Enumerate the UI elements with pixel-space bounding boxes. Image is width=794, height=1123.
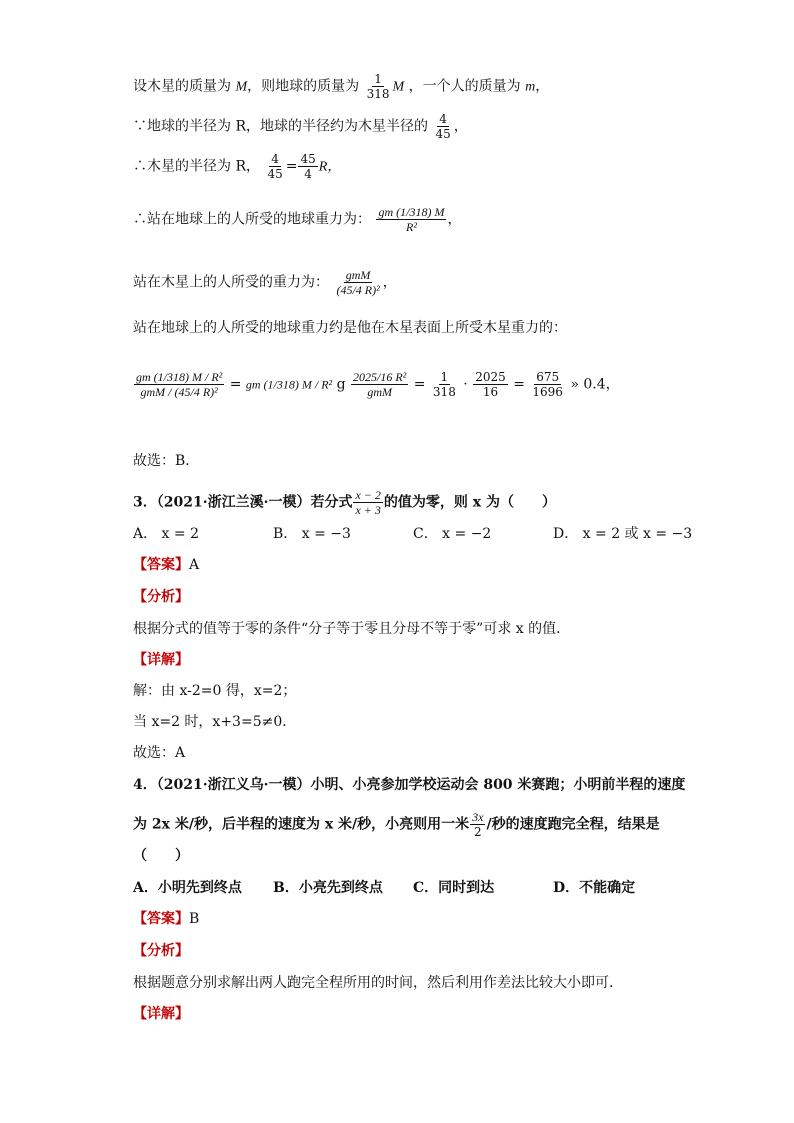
text-line: 站在地球上的人所受的地球重力约是他在木星表面上所受木星重力的： — [133, 320, 567, 336]
fraction: $\frac{45}{4}$ — [300, 152, 316, 181]
question-3-options — [133, 524, 693, 544]
option-b: B． x = −3 — [273, 526, 351, 542]
fraction: $\frac{675}{1696}$ — [532, 370, 563, 399]
analysis-text: 根据题意分别求解出两人跑完全程所用的时间，然后利用作差法比较大小即可． — [133, 975, 623, 991]
detail-line: 故选：A — [133, 745, 186, 761]
fraction: $\frac{x - 2}{x + 3}$ — [355, 488, 381, 517]
option-d: D． x = 2 或 x = −3 — [553, 526, 693, 542]
answer: 【答案】A — [133, 557, 200, 573]
option-a: A． x = 2 — [133, 526, 199, 542]
analysis-tag: 【分析】 — [133, 943, 189, 959]
fraction: $\frac{4}{45}$ — [267, 152, 283, 181]
question-4-title-2: 为 2x 米/秒，后半程的速度为 x 米/秒，小亮则用一米 $\frac{3x}{2}$ /秒的速度跑完全程，结果是 — [133, 810, 660, 839]
text-line: 设木星的质量为 M，则地球的质量为 $\frac{1}{318}$ M ，一个人的质量为 m， — [133, 72, 550, 101]
question-3-title: 3．（2021·浙江兰溪·一模）若分式 $\frac{x - 2}{x + 3}$ 的值为零，则 x 为（ ） — [133, 488, 557, 517]
option-c: C． x = −2 — [413, 526, 492, 542]
option-c: C．同时到达 — [413, 880, 495, 896]
option-b: B．小亮先到终点 — [273, 880, 383, 896]
fraction: $\frac{1}{318}$ — [366, 72, 390, 101]
fraction: $\frac{4}{45}$ — [435, 112, 451, 141]
text-line: 站在木星上的人所受的重力为： $\frac{\text{gmM}}{\text{(45/4 R)²}}$ ， — [133, 268, 397, 297]
text-line: ∴站在地球上的人所受的地球重力为： $\frac{gm (1/318) M}{\text{R²}}$ ， — [133, 205, 462, 234]
detail-line: 解：由 x-2=0 得，x=2； — [133, 683, 297, 699]
question-4-title: 4．（2021·浙江义乌·一模）小明、小亮参加学校运动会 800 米赛跑；小明前半程的速度 — [133, 777, 686, 793]
text-line: 故选：B． — [133, 453, 200, 469]
fraction: $\frac{2025}{16}$ — [475, 370, 506, 399]
detail-tag: 【详解】 — [133, 1006, 189, 1022]
question-4-options — [133, 878, 693, 898]
fraction: $\frac{1}{318}$ — [432, 370, 456, 399]
fraction: $\frac{gm (1/318) M}{\text{R²}}$ — [378, 205, 445, 234]
text-line: ∵地球的半径为 R，地球的半径约为木星半径的 $\frac{4}{45}$ ， — [133, 112, 468, 141]
detail-tag: 【详解】 — [133, 652, 189, 668]
option-d: D．不能确定 — [553, 880, 636, 896]
equation: $\frac{\text{gm (1/318) M / R²}}{\text{gmM / (45/4 R)²}}$ = gm (1/318) M / R² g $\frac{\text{2025/16 R²}}{\text{gmM}}$ = $\frac{1}{318}$ · $\frac{2025}{16}$ = $\frac{675}{1696}$ » 0.4， — [136, 370, 620, 399]
analysis-text: 根据分式的值等于零的条件“分子等于零且分母不等于零”可求 x 的值． — [133, 621, 571, 637]
fraction: $\frac{\text{gm (1/318) M / R²}}{\text{gmM / (45/4 R)²}}$ — [136, 370, 223, 399]
answer: 【答案】B — [133, 911, 200, 927]
fraction: $\frac{3x}{2}$ — [472, 810, 484, 839]
question-4-blank: （ ） — [133, 848, 189, 864]
fraction: $\frac{\text{gmM}}{\text{(45/4 R)²}}$ — [336, 268, 380, 297]
option-a: A．小明先到终点 — [133, 880, 242, 896]
detail-line: 当 x=2 时，x+3=5≠0． — [133, 714, 297, 730]
fraction: $\frac{\text{2025/16 R²}}{\text{gmM}}$ — [353, 370, 407, 399]
analysis-tag: 【分析】 — [133, 589, 189, 605]
text-line: ∴木星的半径为 R， $\frac{4}{45}$ = $\frac{45}{4}$ R， — [133, 152, 342, 181]
